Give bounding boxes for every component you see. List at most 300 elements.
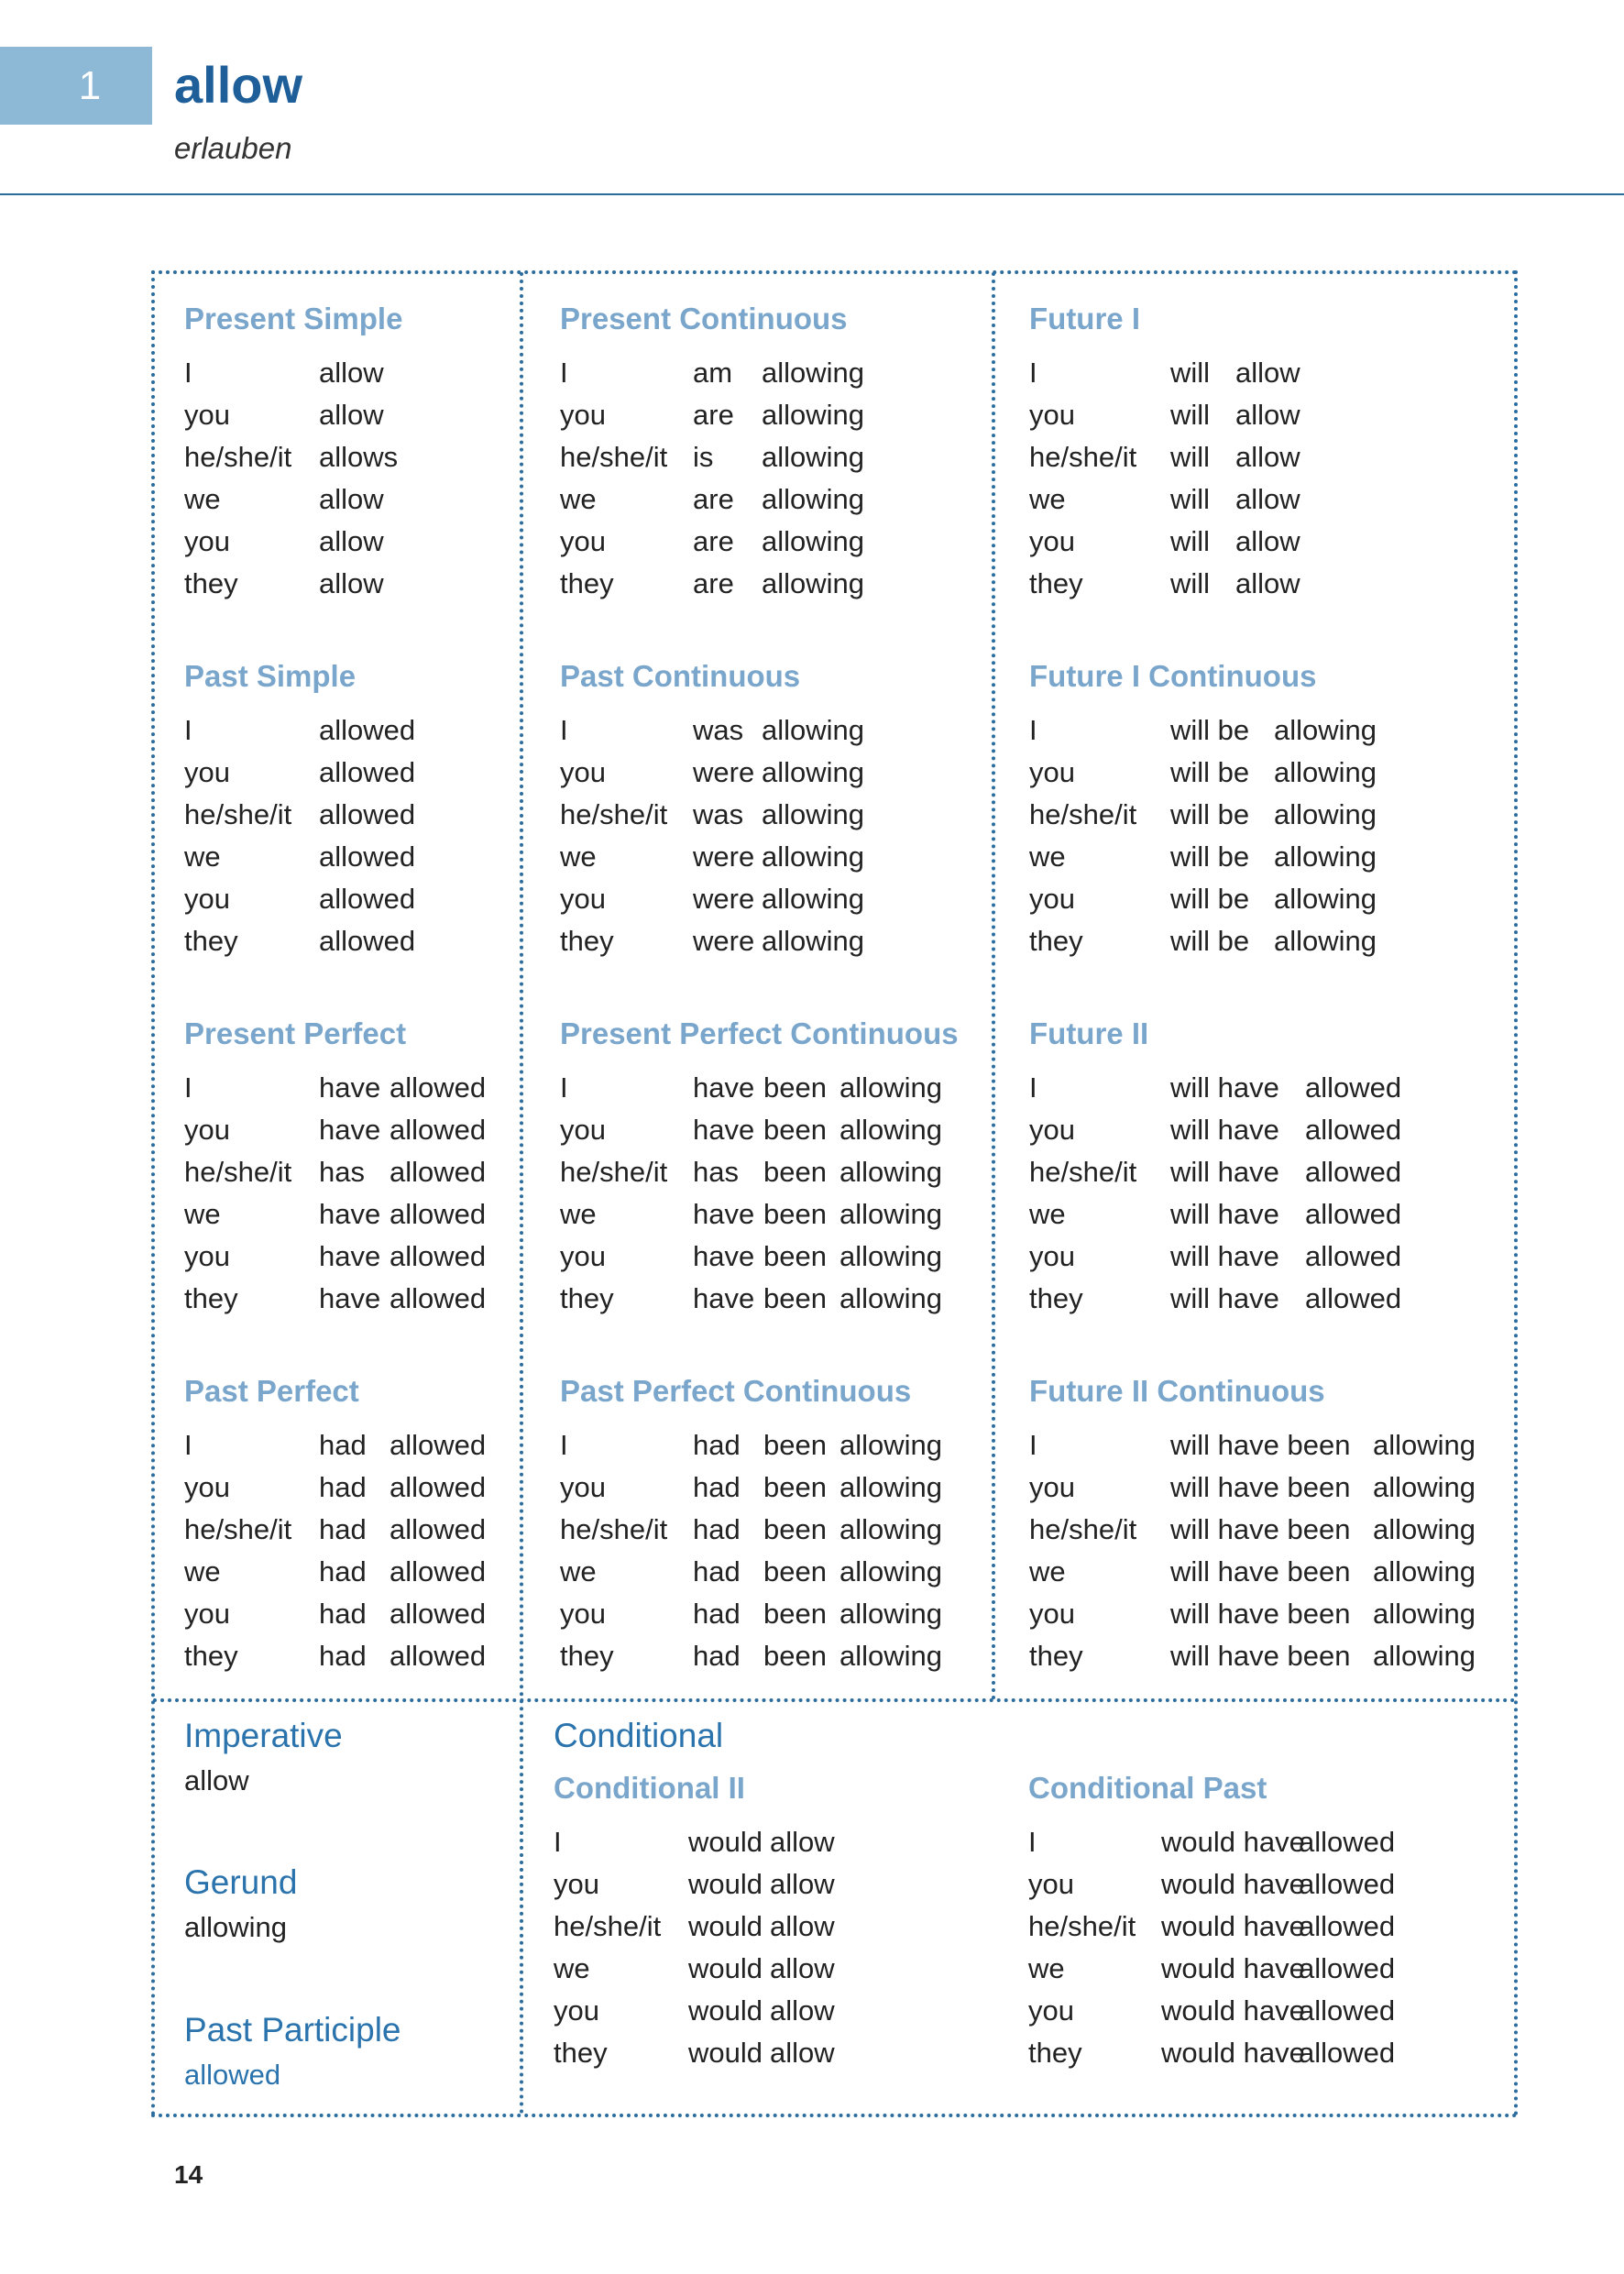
pronoun: we [560, 840, 597, 873]
verb-form: allow [319, 525, 384, 557]
pronoun: they [1029, 1640, 1083, 1672]
conjugation-row [184, 436, 402, 478]
verb-form: allowing [839, 1513, 943, 1545]
pronoun: I [560, 714, 568, 746]
verb-form: allowing [839, 1114, 943, 1146]
verb-form: allowing [839, 1598, 943, 1630]
verb-form: would have [1161, 1994, 1305, 2027]
verb-form: will have been [1170, 1471, 1351, 1503]
verb-form: allowing [1274, 925, 1377, 957]
conjugation-row [560, 878, 865, 920]
pronoun: they [1029, 567, 1083, 599]
verb-form: allow [319, 399, 384, 431]
verb-form: were [693, 840, 755, 873]
verb-form: would have [1161, 1952, 1305, 1984]
tense-title: Present Simple [184, 302, 403, 335]
pronoun: I [184, 1071, 192, 1104]
section-divider [153, 1698, 1516, 1702]
conjugation-row [560, 1278, 959, 1320]
pronoun: you [1029, 1598, 1075, 1630]
verb-form: allowing [762, 357, 865, 389]
conjugation-row [184, 836, 416, 878]
verb-translation: erlauben [174, 131, 292, 165]
conjugation-row [560, 394, 865, 436]
pronoun: you [184, 1240, 230, 1272]
verb-form: would [688, 1826, 763, 1858]
verb-form: allow [1235, 525, 1300, 557]
verb-form: are [693, 399, 734, 431]
pronoun: they [560, 567, 614, 599]
conjugation-row [1028, 1990, 1396, 2032]
verb-form: will [1170, 567, 1211, 599]
pronoun: you [184, 1471, 230, 1503]
conjugation-row [1029, 352, 1300, 394]
chapter-number: 1 [78, 63, 102, 108]
verb-form: will be [1170, 756, 1250, 788]
pronoun: he/she/it [560, 441, 668, 473]
verb-form: allowing [1373, 1598, 1476, 1630]
verb-form: allowing [839, 1156, 943, 1188]
pronoun: we [1029, 483, 1066, 515]
verb-form: allowing [1274, 883, 1377, 915]
verb-form: had [319, 1598, 367, 1630]
tense-block [560, 1016, 959, 1320]
pronoun: you [560, 883, 606, 915]
conjugation-row [560, 1236, 959, 1278]
chapter-tab [0, 47, 152, 125]
tense-block [1029, 1373, 1476, 1677]
conjugation-row [184, 794, 416, 836]
pronoun: you [184, 1114, 230, 1146]
verb-form: will have been [1170, 1429, 1351, 1461]
verb-form: allowed [390, 1198, 487, 1230]
pronoun: you [1029, 525, 1075, 557]
conjugation-row [560, 478, 865, 521]
verb-form: allowing [839, 1282, 943, 1314]
pronoun: they [560, 1640, 614, 1672]
conjugation-row [184, 709, 416, 752]
column-divider-2 [992, 272, 995, 1701]
conjugation-row [1029, 563, 1300, 605]
verb-form: had [693, 1429, 741, 1461]
pronoun: he/she/it [184, 1513, 292, 1545]
verb-form: allowing [762, 525, 865, 557]
verb-form: am [693, 357, 733, 389]
conjugation-row [1029, 1067, 1402, 1109]
verb-form: allowing [839, 1240, 943, 1272]
verb-form: was [693, 798, 744, 830]
conjugation-row [184, 1635, 487, 1677]
verb-form: allowing [839, 1429, 943, 1461]
tense-title: Past Perfect [184, 1374, 359, 1408]
conjugation-row [560, 1109, 959, 1151]
tense-title: Future II [1029, 1016, 1149, 1050]
verb-form: allow [1235, 567, 1300, 599]
verb-form: allow [1235, 399, 1300, 431]
verb-form: will have [1170, 1282, 1279, 1314]
verb-form: allowed [319, 883, 416, 915]
verb-form: will be [1170, 798, 1250, 830]
verb-form: would [688, 1994, 763, 2027]
verb-form: will have been [1170, 1640, 1351, 1672]
pronoun: they [1028, 2037, 1082, 2069]
pronoun: they [1029, 925, 1083, 957]
verb-form: has [693, 1156, 739, 1188]
pronoun: he/she/it [184, 441, 292, 473]
verb-form: had [319, 1471, 367, 1503]
pronoun: you [1029, 1114, 1075, 1146]
tense-title: Future I [1029, 302, 1140, 335]
tense-block [560, 301, 865, 605]
conjugation-row [560, 709, 865, 752]
conjugation-row [184, 563, 402, 605]
conjugation-row [554, 1990, 835, 2032]
verb-form: are [693, 525, 734, 557]
verb-form: allowed [1299, 1868, 1396, 1900]
verb-form: would have [1161, 1910, 1305, 1942]
tense-title: Present Perfect [184, 1016, 407, 1050]
pronoun: they [184, 925, 238, 957]
verb-form: been [763, 1598, 827, 1630]
verb-form: has [319, 1156, 365, 1188]
verb-form: would have [1161, 1826, 1305, 1858]
pronoun: we [184, 483, 221, 515]
conjugation-row [560, 1551, 943, 1593]
pronoun: they [560, 1282, 614, 1314]
pronoun: you [184, 525, 230, 557]
tense-title: Conditional Past [1028, 1771, 1267, 1805]
verb-form: allowed [1299, 2037, 1396, 2069]
verb-form: allow [770, 1994, 835, 2027]
conjugation-row [1028, 1906, 1396, 1948]
pronoun: you [1029, 883, 1075, 915]
verb-form: will have [1170, 1156, 1279, 1188]
conjugation-row [560, 1509, 943, 1551]
pronoun: we [560, 1555, 597, 1587]
conditional-label: Conditional [554, 1717, 724, 1754]
conjugation-row [560, 1635, 943, 1677]
conjugation-row [1028, 1863, 1396, 1906]
verb-form: been [763, 1429, 827, 1461]
conjugation-row [1028, 1948, 1396, 1990]
pronoun: he/she/it [184, 1156, 292, 1188]
pronoun: you [184, 399, 230, 431]
pronoun: I [1029, 357, 1037, 389]
verb-form: will have [1170, 1071, 1279, 1104]
verb-form: allow [1235, 357, 1300, 389]
conjugation-row [184, 1236, 487, 1278]
pronoun: you [560, 1240, 606, 1272]
conjugation-row [1029, 752, 1377, 794]
verb-form: were [693, 925, 755, 957]
pronoun: you [184, 883, 230, 915]
conjugation-row [184, 920, 416, 962]
conjugation-row [184, 1067, 487, 1109]
pronoun: I [184, 1429, 192, 1461]
verb-form: had [693, 1471, 741, 1503]
conjugation-row [1029, 394, 1300, 436]
verb-form: allowing [1373, 1471, 1476, 1503]
pronoun: they [184, 567, 238, 599]
verb-form: been [763, 1471, 827, 1503]
verb-form: allowed [319, 925, 416, 957]
tense-title: Past Simple [184, 659, 357, 693]
conjugation-row [1029, 1193, 1402, 1236]
verb-form: allowing [839, 1071, 943, 1104]
verb-form: had [319, 1429, 367, 1461]
conjugation-row [554, 1863, 835, 1906]
pronoun: we [554, 1952, 590, 1984]
conjugation-row [184, 1551, 487, 1593]
verb-form: will be [1170, 714, 1250, 746]
verb-form: allowed [319, 798, 416, 830]
verb-form: allowing [762, 567, 865, 599]
conjugation-row [1029, 1551, 1476, 1593]
conjugation-row [1029, 1509, 1476, 1551]
conjugation-row [560, 920, 865, 962]
conjugation-row [184, 1509, 487, 1551]
verb-form: allowing [762, 483, 865, 515]
verb-form: been [763, 1114, 827, 1146]
pronoun: you [1029, 1471, 1075, 1503]
verb-form: allow [770, 1868, 835, 1900]
conjugation-row [1028, 1821, 1396, 1863]
verb-form: were [693, 883, 755, 915]
verb-form: been [763, 1240, 827, 1272]
tense-block [560, 1373, 943, 1677]
tense-title: Present Continuous [560, 302, 848, 335]
verb-form: have [319, 1198, 381, 1230]
pronoun: they [184, 1282, 238, 1314]
verb-form: have [319, 1071, 381, 1104]
pronoun: you [560, 1114, 606, 1146]
pronoun: you [560, 756, 606, 788]
conjugation-row [184, 1593, 487, 1635]
conjugation-row [184, 878, 416, 920]
verb-form: allowed [1305, 1156, 1402, 1188]
verb-form: allowed [390, 1156, 487, 1188]
conjugation-row [560, 1593, 943, 1635]
conjugation-row [184, 1467, 487, 1509]
verb-form: have [693, 1240, 755, 1272]
tense-title: Conditional II [554, 1771, 745, 1805]
verb-form: will have been [1170, 1513, 1351, 1545]
conjugation-row [1029, 1424, 1476, 1467]
verb-form: had [319, 1555, 367, 1587]
verb-form: allowing [839, 1555, 943, 1587]
verb-form: will [1170, 357, 1211, 389]
verb-form: allowed [390, 1071, 487, 1104]
conjugation-row [1029, 1236, 1402, 1278]
verb-form: allows [319, 441, 399, 473]
verb-form: allowed [390, 1598, 487, 1630]
verb-form: allowing [762, 798, 865, 830]
verb-form: had [693, 1598, 741, 1630]
gerund-value: allowing [184, 1911, 288, 1943]
verb-form: allow [319, 567, 384, 599]
conjugation-row [184, 1424, 487, 1467]
pronoun: we [184, 1198, 221, 1230]
verb-form: have [319, 1114, 381, 1146]
verb-form: will have been [1170, 1598, 1351, 1630]
pronoun: we [1029, 840, 1066, 873]
conjugation-row [554, 1821, 835, 1863]
verb-form: allowing [762, 883, 865, 915]
conjugation-row [1029, 920, 1377, 962]
pronoun: I [184, 714, 192, 746]
verb-form: have [693, 1114, 755, 1146]
verb-form: will [1170, 399, 1211, 431]
conjugation-row [1029, 794, 1377, 836]
verb-form: will [1170, 441, 1211, 473]
verb-form: will be [1170, 840, 1250, 873]
verb-form: allowing [762, 925, 865, 957]
pronoun: you [560, 1598, 606, 1630]
verb-form: were [693, 756, 755, 788]
conjugation-row [184, 1193, 487, 1236]
conjugation-row [560, 1151, 959, 1193]
conjugation-row [560, 1193, 959, 1236]
verb-form: allow [770, 1826, 835, 1858]
conjugation-row [1029, 1635, 1476, 1677]
pronoun: you [560, 399, 606, 431]
gerund-label: Gerund [184, 1863, 298, 1901]
pronoun: I [1029, 1071, 1037, 1104]
conjugation-row [184, 521, 402, 563]
tense-block [1028, 1770, 1396, 2074]
pronoun: he/she/it [560, 798, 668, 830]
verb-form: would [688, 1868, 763, 1900]
verb-form: allowed [1299, 1910, 1396, 1942]
conjugation-row [1029, 478, 1300, 521]
verb-form: allowing [1373, 1640, 1476, 1672]
conjugation-row [184, 352, 402, 394]
conjugation-row [1028, 2032, 1396, 2074]
verb-form: allow [1235, 483, 1300, 515]
pronoun: he/she/it [560, 1513, 668, 1545]
verb-form: allowed [1299, 1826, 1396, 1858]
conjugation-row [184, 1151, 487, 1193]
tense-block [1029, 1016, 1402, 1320]
verb-form: will [1170, 525, 1211, 557]
verb-form: been [763, 1198, 827, 1230]
verb-form: had [693, 1513, 741, 1545]
pronoun: I [560, 357, 568, 389]
verb-form: allow [770, 1910, 835, 1942]
verb-form: have [693, 1071, 755, 1104]
verb-form: been [763, 1156, 827, 1188]
pronoun: he/she/it [1029, 441, 1137, 473]
verb-form: allowed [390, 1513, 487, 1545]
pronoun: I [1029, 714, 1037, 746]
verb-form: allowing [762, 714, 865, 746]
pronoun: we [560, 483, 597, 515]
verb-form: allow [1235, 441, 1300, 473]
pronoun: you [554, 1994, 599, 2027]
verb-form: have [693, 1198, 755, 1230]
pronoun: I [1029, 1429, 1037, 1461]
conjugation-row [1029, 709, 1377, 752]
verb-form: allowed [319, 840, 416, 873]
verb-form: allowed [390, 1429, 487, 1461]
pronoun: he/she/it [184, 798, 292, 830]
past-participle-value: allowed [184, 2059, 281, 2091]
verb-form: will have [1170, 1114, 1279, 1146]
verb-form: had [693, 1555, 741, 1587]
pronoun: he/she/it [1029, 1513, 1137, 1545]
verb-form: allowing [839, 1640, 943, 1672]
conjugation-row [560, 1467, 943, 1509]
verb-form: had [319, 1513, 367, 1545]
pronoun: he/she/it [560, 1156, 668, 1188]
conjugation-row [184, 752, 416, 794]
verb-form: allowed [390, 1471, 487, 1503]
pronoun: you [560, 1471, 606, 1503]
column-divider-1 [520, 272, 523, 2115]
verb-title: allow [174, 56, 303, 114]
pronoun: you [184, 756, 230, 788]
pronoun: he/she/it [1029, 1156, 1137, 1188]
verb-form: allowed [390, 1282, 487, 1314]
pronoun: I [560, 1071, 568, 1104]
conjugation-row [554, 2032, 835, 2074]
verb-form: is [693, 441, 714, 473]
pronoun: I [554, 1826, 562, 1858]
verb-form: allowed [1305, 1240, 1402, 1272]
verb-form: allowing [762, 840, 865, 873]
pronoun: they [184, 1640, 238, 1672]
pronoun: we [184, 840, 221, 873]
verb-form: allowing [1373, 1513, 1476, 1545]
verb-form: been [763, 1555, 827, 1587]
conjugation-row [1029, 1467, 1476, 1509]
page-number: 14 [174, 2160, 203, 2189]
pronoun: you [1029, 399, 1075, 431]
tense-block [184, 1373, 487, 1677]
verb-form: allowed [1305, 1114, 1402, 1146]
verb-form: will [1170, 483, 1211, 515]
verb-form: allowed [1299, 1952, 1396, 1984]
verb-form: allowing [839, 1198, 943, 1230]
conjugation-row [560, 1424, 943, 1467]
conjugation-row [560, 521, 865, 563]
verb-form: been [763, 1282, 827, 1314]
pronoun: we [560, 1198, 597, 1230]
imperative-label: Imperative [184, 1717, 343, 1754]
verb-form: are [693, 483, 734, 515]
pronoun: you [1028, 1868, 1074, 1900]
pronoun: you [1028, 1994, 1074, 2027]
verb-form: allowed [1305, 1071, 1402, 1104]
verb-form: will be [1170, 925, 1250, 957]
tense-title: Present Perfect Continuous [560, 1016, 959, 1050]
conjugation-row [1029, 1278, 1402, 1320]
conjugation-row [1029, 836, 1377, 878]
conjugation-row [554, 1948, 835, 1990]
verb-form: allowing [1274, 714, 1377, 746]
verb-form: would [688, 1952, 763, 1984]
verb-form: had [319, 1640, 367, 1672]
verb-form: will have been [1170, 1555, 1351, 1587]
verb-form: allowing [1373, 1555, 1476, 1587]
verb-form: allowed [319, 756, 416, 788]
pronoun: you [554, 1868, 599, 1900]
pronoun: you [184, 1598, 230, 1630]
conjugation-row [1029, 1593, 1476, 1635]
tense-block [184, 1016, 487, 1320]
conjugation-row [560, 794, 865, 836]
conjugation-row [1029, 1151, 1402, 1193]
